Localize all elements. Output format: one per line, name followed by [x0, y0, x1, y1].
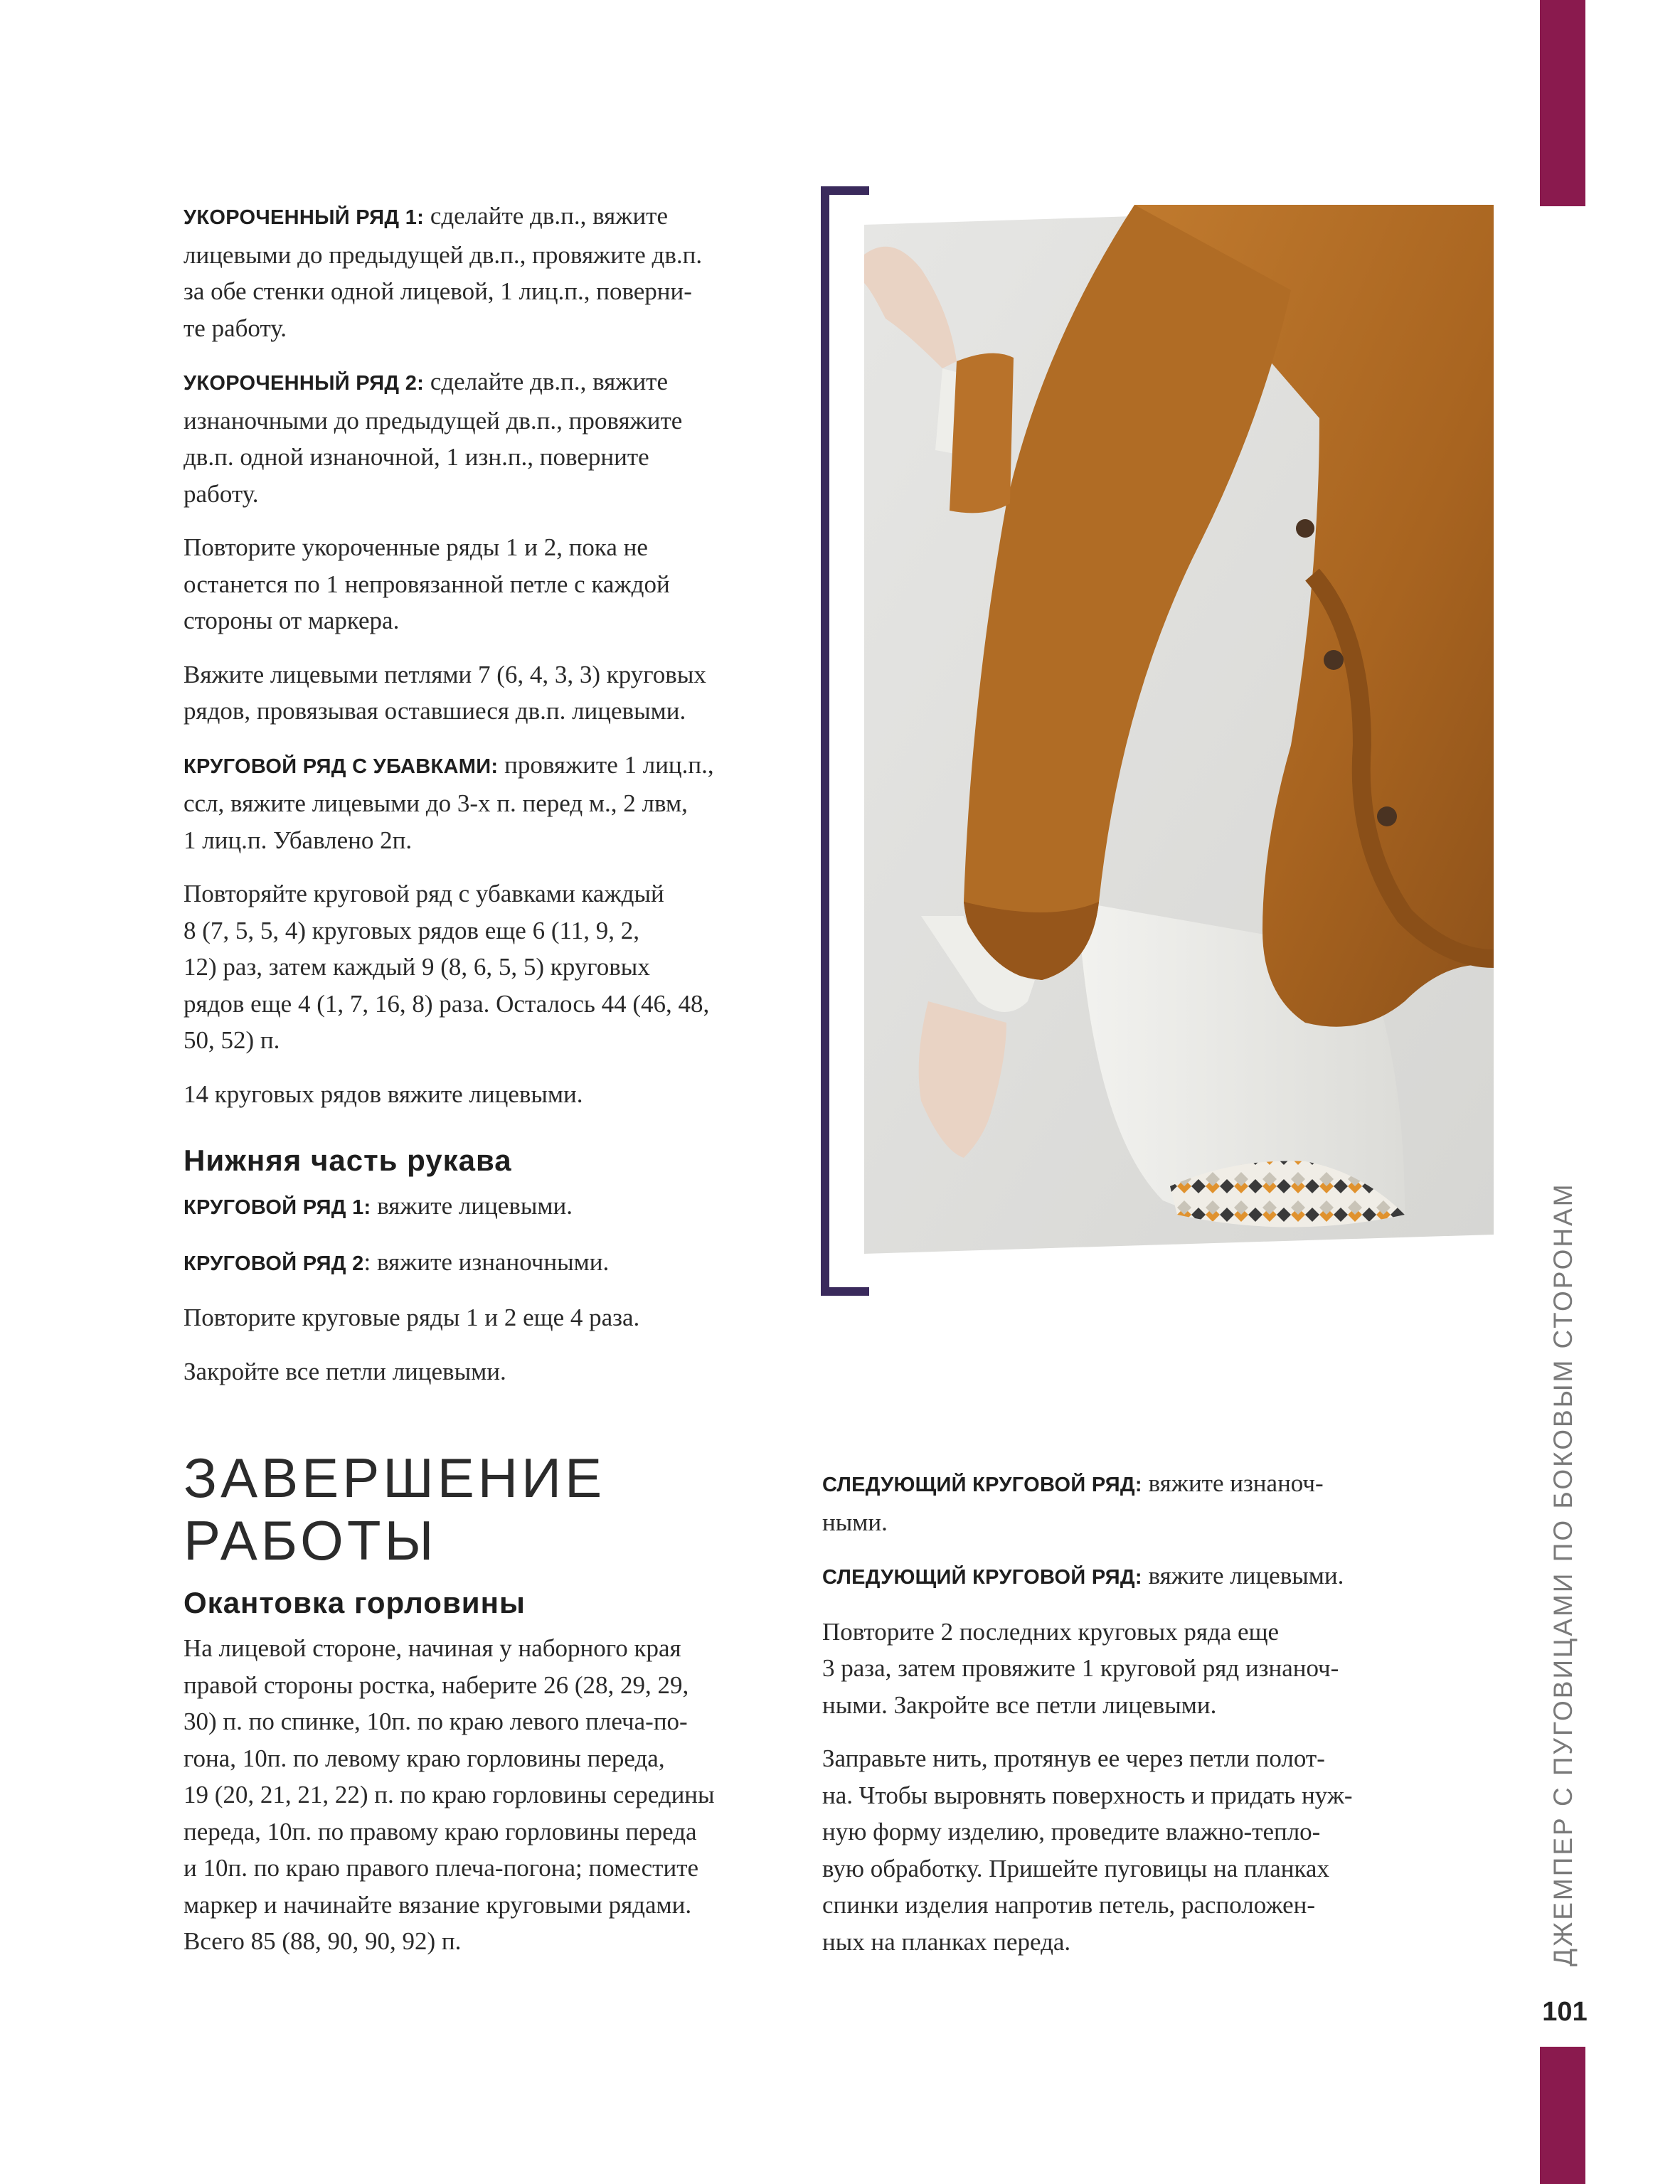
left-column — [184, 198, 774, 1407]
step-text: сделайте дв.п., вяжите изнаночными до предыдущей дв.п., провяжите дв.п. одной изнаночной, 1 изн.п., поверните работу. — [184, 368, 683, 508]
paragraph — [822, 1557, 1420, 1597]
step-label: СЛЕДУЮЩИЙ КРУГОВОЙ РЯД: — [822, 1474, 1142, 1496]
paragraph: Повторите 2 последних круговых ряда еще 3 раза, затем провяжите 1 круговой ряд изнаноч- ными. Закройте все петли лицевыми. — [822, 1617, 1339, 1719]
step-label: СЛЕДУЮЩИЙ КРУГОВОЙ РЯД: — [822, 1566, 1142, 1589]
step-label: УКОРОЧЕННЫЙ РЯД 2: — [184, 372, 425, 395]
paragraph — [184, 747, 774, 859]
step-label: КРУГОВОЙ РЯД 1: — [184, 1196, 371, 1219]
paragraph — [184, 363, 774, 512]
step-text: провяжите 1 лиц.п., ссл, вяжите лицевыми до 3-х п. перед м., 2 лвм, 1 лиц.п. Убавлено 2п. — [184, 750, 714, 854]
step-text: вяжите изнаноч- ными. — [822, 1469, 1324, 1536]
section-heading-sleeve: Нижняя часть рукава — [184, 1144, 512, 1177]
paragraph — [822, 1465, 1420, 1540]
paragraph: Повторите укороченные ряды 1 и 2, пока не останется по 1 непровязанной петле с каждой стороны от маркера. — [184, 533, 670, 634]
step-text: : вяжите изнаночными. — [363, 1247, 610, 1276]
step-label: КРУГОВОЙ РЯД С УБАВКАМИ: — [184, 755, 499, 778]
paragraph: Повторяйте круговой ряд с убавками каждый 8 (7, 5, 5, 4) круговых рядов еще 6 (11, 9, 2, 12) раз, затем каждый 9 (8, 6, 5, 5) круговых рядов еще 4 (1, 7, 16, 8) раза. Осталось 44 (46, 48, 50, 52) п. — [184, 880, 710, 1054]
side-accent-bar-top — [1540, 0, 1585, 206]
paragraph: 14 круговых рядов вяжите лицевыми. — [184, 1080, 583, 1108]
finishing-section — [184, 1447, 774, 1977]
paragraph — [184, 1188, 774, 1227]
paragraph: Повторите круговые ряды 1 и 2 еще 4 раза. — [184, 1304, 640, 1331]
paragraph: Вяжите лицевыми петлями 7 (6, 4, 3, 3) круговых рядов, провязывая оставшиеся дв.п. лицевыми. — [184, 660, 706, 725]
running-section-title: ДЖЕМПЕР С ПУГОВИЦАМИ ПО БОКОВЫМ СТОРОНАМ — [1548, 1182, 1578, 1966]
paragraph: На лицевой стороне, начиная у наборного края правой стороны ростка, наберите 26 (28, 29, 29, 30) п. по спинке, 10п. по краю левого плеча-по- гона, 10п. по левому краю горловины переда, 19 (20, 21, 21, 22) п. по краю горловины середины переда, 10п. по правому краю горловины переда и 10п. по краю правого плеча-погона; поместите маркер и начинайте вязание круговыми рядами. Всего 85 (88, 90, 90, 92) п. — [184, 1634, 715, 1955]
paragraph: Заправьте нить, протянув ее через петли полот- на. Чтобы выровнять поверхность и придать нуж- ную форму изделию, проведите влажно-тепло- вую обработку. Пришейте пуговицы на планках спинки изделия напротив петель, расположен- ных на планках переда. — [822, 1744, 1353, 1956]
paragraph — [184, 198, 774, 346]
section-heading-finishing: ЗАВЕРШЕНИЕ РАБОТЫ — [184, 1447, 606, 1572]
paragraph: Закройте все петли лицевыми. — [184, 1357, 506, 1385]
sweater-photo — [864, 205, 1494, 1254]
step-text: вяжите лицевыми. — [371, 1192, 573, 1220]
right-column — [822, 1465, 1420, 1977]
step-label: КРУГОВОЙ РЯД 2 — [184, 1252, 364, 1275]
page-number: 101 — [1542, 1997, 1588, 2027]
step-label: УКОРОЧЕННЫЙ РЯД 1: — [184, 206, 425, 229]
side-accent-bar-bottom — [1540, 2047, 1585, 2184]
step-text: вяжите лицевыми. — [1142, 1562, 1344, 1589]
step-text: сделайте дв.п., вяжите лицевыми до предыдущей дв.п., провяжите дв.п. за обе стенки одной лицевой, 1 лиц.п., поверни- те работу. — [184, 202, 703, 342]
paragraph — [184, 1244, 774, 1283]
subheading-neckline: Окантовка горловины — [184, 1586, 526, 1619]
